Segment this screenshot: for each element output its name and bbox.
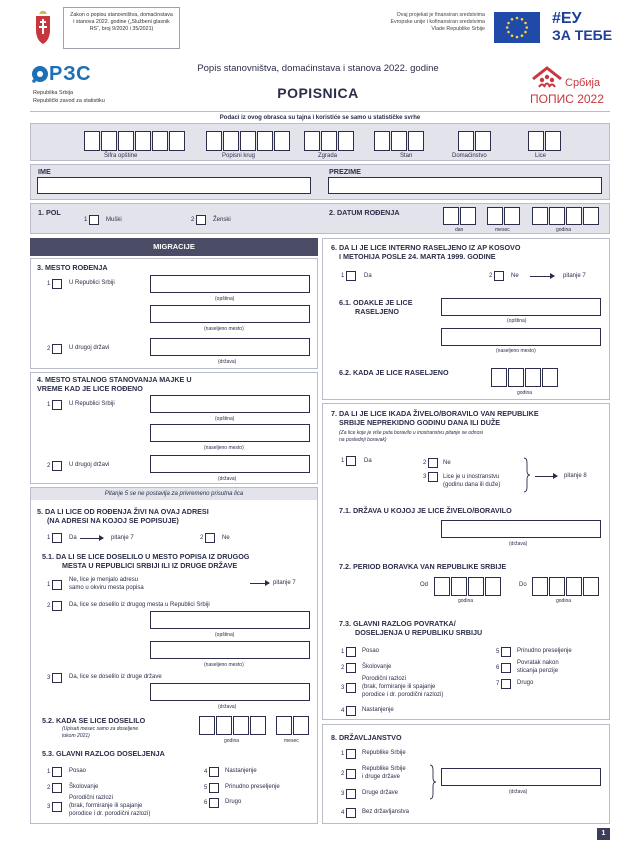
rzs-logo-text: РЗС	[49, 63, 92, 85]
q8-dual-label-l2: i druge države	[362, 774, 401, 780]
confidential-note: Podaci iz ovog obrasca su tajna i koristiće se samo u statističke svrhe	[219, 115, 421, 121]
q5-note-bar	[31, 488, 317, 500]
q7-note-l2: na poslednji boravak)	[339, 437, 387, 443]
q3-title: 3. MESTO ROĐENJA	[37, 263, 108, 272]
q73-o5-num: 5	[496, 649, 500, 655]
q8-drzava-input[interactable]	[441, 768, 601, 786]
code-box[interactable]	[240, 131, 256, 151]
q61-naselje-caption: (naseljeno mesto)	[496, 348, 536, 354]
q6-title-l1: 6. DA LI JE LICE INTERNO RASELJENO IZ AP KOSOVO	[331, 243, 521, 252]
code-box[interactable]	[152, 131, 168, 151]
q51-opt2-checkbox[interactable]	[52, 601, 62, 611]
q51-drzava-input[interactable]	[150, 683, 310, 701]
q3-opt2-label: U drugoj državi	[69, 345, 110, 351]
q51-opt3-num: 3	[47, 675, 51, 681]
q53-skolovanje-label: Školovanje	[69, 784, 99, 790]
q72-od-label: Od	[420, 582, 429, 588]
q51-opt1-checkbox[interactable]	[52, 580, 62, 590]
header-divider	[30, 111, 610, 112]
q61-opstina-caption: (opština)	[507, 318, 527, 324]
migracije-header	[30, 238, 318, 256]
q51-opt2-num: 2	[47, 603, 51, 609]
q62-title: 6.2. KADA JE LICE RASELJENO	[339, 368, 449, 377]
q3-opt1-checkbox[interactable]	[52, 279, 62, 289]
q72-to-year-box[interactable]	[583, 577, 599, 596]
q51-opstina-input[interactable]	[150, 611, 310, 629]
q51-opt2-label: Da, lice se doselilo iz drugog mesta u Republici Srbiji	[69, 602, 210, 608]
q53-o3-num: 3	[47, 804, 51, 810]
q5-goto-arrow	[80, 538, 103, 539]
code-box[interactable]	[391, 131, 407, 151]
q52-title: 5.2. KADA SE LICE DOSELILO	[42, 716, 146, 725]
page-number: 1	[601, 830, 606, 837]
q53-porodicni-label-l1: Porodični razlozi	[69, 795, 114, 801]
q73-posao-label: Posao	[362, 648, 380, 654]
code-box[interactable]	[169, 131, 185, 151]
q72-godina2-label: godina	[556, 598, 572, 604]
q7-abroad-label-l1: Lice je u inostranstvu	[443, 474, 500, 480]
prezime-input[interactable]	[328, 177, 602, 194]
q73-porodicni-label-l2: (brak, formiranje ili spajanje	[362, 684, 436, 690]
rzs-line2: Republički zavod za statistiku	[33, 98, 105, 104]
q4-opstina-caption: (opština)	[215, 416, 235, 422]
q51-opt1-num: 1	[47, 582, 51, 588]
q6-yes-checkbox[interactable]	[346, 271, 356, 281]
q7-title-l1: 7. DA LI JE LICE IKADA ŽIVELO/BORAVILO VAN REPUBLIKE	[331, 409, 539, 418]
code-box[interactable]	[545, 131, 561, 151]
q53-nastanjenje-label: Nastanjenje	[225, 768, 257, 774]
q8-stateless-checkbox[interactable]	[346, 808, 356, 818]
q73-penzija-label-l1: Povratak nakon	[517, 660, 559, 666]
stan-label: Stan	[400, 153, 413, 159]
domacinstvo-label: Domaćinstvo	[452, 153, 487, 159]
q8-o4-num: 4	[341, 810, 345, 816]
q4-opt1-num: 1	[47, 402, 51, 408]
q5-note: Pitanje 5 se ne postavlja za privremeno prisutna lica	[104, 491, 244, 497]
q8-foreign-checkbox[interactable]	[346, 789, 356, 799]
code-box[interactable]	[135, 131, 151, 151]
q53-posao-checkbox[interactable]	[52, 767, 62, 777]
q72-to-year-box[interactable]	[549, 577, 565, 596]
q73-porodicni-checkbox[interactable]	[346, 683, 356, 693]
code-box[interactable]	[374, 131, 390, 151]
q8-o3-num: 3	[341, 791, 345, 797]
q62-year-box[interactable]	[525, 368, 541, 387]
prezime-label: PREZIME	[329, 167, 361, 176]
q52-year-box[interactable]	[199, 716, 215, 735]
q52-note-l2: tokom 2021)	[62, 733, 90, 739]
q73-posao-checkbox[interactable]	[346, 647, 356, 657]
code-box[interactable]	[458, 131, 474, 151]
q51-naselje-caption: (naseljeno mesto)	[204, 662, 244, 668]
q53-prinudno-checkbox[interactable]	[209, 783, 219, 793]
code-box[interactable]	[408, 131, 424, 151]
q2-dan-label: dan	[455, 227, 464, 233]
q3-opt1-num: 1	[47, 281, 51, 287]
q8-o1-num: 1	[341, 751, 345, 757]
q71-title: 7.1. DRŽAVA U KOJOJ JE LICE ŽIVELO/BORAVILO	[339, 506, 512, 515]
q61-title-l2: RASELJENO	[355, 307, 399, 316]
q8-drzava-caption: (država)	[509, 789, 528, 795]
q51-opt1-label-l2: samo u okviru mesta popisa	[69, 585, 144, 591]
q53-drugo-label: Drugo	[225, 799, 242, 805]
q3-naselje-caption: (naseljeno mesto)	[204, 326, 244, 332]
q3-opt2-checkbox[interactable]	[52, 344, 62, 354]
q5-yes-checkbox[interactable]	[52, 533, 62, 543]
q52-godina-label: godina	[224, 738, 240, 744]
year-box[interactable]	[583, 207, 599, 225]
q61-naselje-input[interactable]	[441, 328, 601, 346]
q3-opt2-num: 2	[47, 346, 51, 352]
serbia-coat-of-arms	[33, 10, 53, 46]
code-box[interactable]	[223, 131, 239, 151]
q6-opt1-num: 1	[341, 273, 345, 279]
q8-srbija-checkbox[interactable]	[346, 749, 356, 759]
q6-goto-label: pitanje 7	[563, 273, 586, 279]
q8-o2-num: 2	[341, 771, 345, 777]
year-box[interactable]	[532, 207, 548, 225]
q3-drzava-caption: (država)	[218, 359, 237, 365]
q4-naselje-input[interactable]	[150, 424, 310, 442]
q4-title-l1: 4. MESTO STALNOG STANOVANJA MAJKE U	[37, 375, 192, 384]
q52-year-box[interactable]	[216, 716, 232, 735]
q61-title-l1: 6.1. ODAKLE JE LICE	[339, 298, 413, 307]
rzs-logo	[30, 63, 100, 87]
q8-srbija-label: Republike Srbije	[362, 750, 406, 756]
q6-goto-arrow	[530, 276, 554, 277]
q7-title-l2: SRBIJE NEPREKIDNO GODINU DANA ILI DUŽE	[339, 418, 501, 427]
q4-title-l2: VREME KAD JE LICE ROĐENO	[37, 384, 143, 393]
q62-year-box[interactable]	[491, 368, 507, 387]
popisni-krug-label: Popisni krug	[222, 153, 256, 159]
ime-input[interactable]	[37, 177, 311, 194]
q53-porodicni-label-l2: (brak, formiranje ili spajanje	[69, 803, 143, 809]
q72-from-year-box[interactable]	[451, 577, 467, 596]
q72-from-year-box[interactable]	[485, 577, 501, 596]
q53-nastanjenje-checkbox[interactable]	[209, 767, 219, 777]
q53-o1-num: 1	[47, 769, 51, 775]
q1-male-checkbox[interactable]	[89, 215, 99, 225]
q51-drzava-caption: (država)	[218, 704, 237, 710]
q6-no-label: Ne	[511, 273, 519, 279]
q52-year-box[interactable]	[250, 716, 266, 735]
q7-no-checkbox[interactable]	[428, 458, 438, 468]
q53-skolovanje-checkbox[interactable]	[52, 783, 62, 793]
code-box[interactable]	[528, 131, 544, 151]
q73-drugo-label: Drugo	[517, 680, 534, 686]
q8-stateless-label: Bez državljanstva	[362, 809, 410, 815]
q73-penzija-checkbox[interactable]	[501, 663, 511, 673]
code-box[interactable]	[475, 131, 491, 151]
q53-o5-num: 5	[204, 785, 208, 791]
q73-skolovanje-label: Školovanje	[362, 664, 392, 670]
q73-o3-num: 3	[341, 685, 345, 691]
q2-mesec-label: mesec	[495, 227, 510, 233]
q6-title-l2: I METOHIJA POSLE 24. MARTA 1999. GODINE	[339, 252, 496, 261]
q7-opt1-num: 1	[341, 458, 345, 464]
code-box[interactable]	[304, 131, 320, 151]
q4-naselje-caption: (naseljeno mesto)	[204, 445, 244, 451]
q7-yes-label: Da	[364, 458, 372, 464]
q3-opstina-caption: (opština)	[215, 296, 235, 302]
q7-goto-label: pitanje 8	[564, 473, 587, 479]
q53-drugo-checkbox[interactable]	[209, 798, 219, 808]
day-box[interactable]	[460, 207, 476, 225]
q8-title: 8. DRŽAVLJANSTVO	[331, 733, 402, 742]
q53-porodicni-checkbox[interactable]	[52, 802, 62, 812]
q73-drugo-checkbox[interactable]	[501, 679, 511, 689]
law-reference-text: Zakon o popisu stanovništva, domaćinstava i stanova 2022. godine („Službeni glasnik RS“, broj 9/2020 i 35/2021)	[70, 12, 173, 32]
month-box[interactable]	[504, 207, 520, 225]
q51-title-l1: 5.1. DA LI SE LICE DOSELILO U MESTO POPISA IZ DRUGOG	[42, 552, 250, 561]
popis-logo-line1: Србија	[565, 77, 601, 89]
q53-title: 5.3. GLAVNI RAZLOG DOSELJENJA	[42, 749, 165, 758]
q62-year-box[interactable]	[542, 368, 558, 387]
q53-prinudno-label: Prinudno preseljenje	[225, 784, 280, 790]
q2-title: 2. DATUM ROĐENJA	[329, 208, 400, 217]
q72-do-label: Do	[519, 582, 527, 588]
q73-porodicni-label-l3: porodice i dr. porodični razlozi)	[362, 692, 444, 698]
q3-opstina-input[interactable]	[150, 275, 310, 293]
q52-year-box[interactable]	[233, 716, 249, 735]
q73-o4-num: 4	[341, 708, 345, 714]
q3-drzava-input[interactable]	[150, 338, 310, 356]
q72-godina1-label: godina	[458, 598, 474, 604]
q6-opt2-num: 2	[489, 273, 493, 279]
q5-yes-label: Da	[69, 535, 77, 541]
eu-funding-text: Ovaj projekat je finansiran sredstvima Evropske unije i kofinansiran sredstvima Vlade Republike Srbije	[390, 12, 485, 32]
q1-opt1-num: 1	[84, 217, 88, 223]
month-box[interactable]	[487, 207, 503, 225]
q7-opt2-num: 2	[423, 460, 427, 466]
q73-o2-num: 2	[341, 665, 345, 671]
q8-dual-label-l1: Republike Srbije	[362, 766, 406, 772]
q73-o7-num: 7	[496, 681, 500, 687]
q5-title-l1: 5. DA LI LICE OD ROĐENJA ŽIVI NA OVAJ ADRESI	[37, 507, 209, 516]
q73-penzija-label-l2: sticanja penzije	[517, 668, 559, 674]
q7-yes-checkbox[interactable]	[346, 456, 356, 466]
q4-opt1-checkbox[interactable]	[52, 400, 62, 410]
q7-note-l1: (Za lice koje je više puta boravilo u inostranstvu pitanje se odnosi	[339, 430, 483, 436]
code-box[interactable]	[274, 131, 290, 151]
eu-slogan-line2: ЗА ТЕБЕ	[552, 27, 613, 43]
q73-porodicni-label-l1: Porodični razlozi	[362, 676, 407, 682]
q7-abroad-label-l2: (godinu dana ili duže)	[443, 482, 501, 488]
q4-opt2-num: 2	[47, 463, 51, 469]
q1-title: 1. POL	[38, 208, 61, 217]
q73-prinudno-label: Prinudno preseljenje	[517, 648, 572, 654]
q72-title: 7.2. PERIOD BORAVKA VAN REPUBLIKE SRBIJE	[339, 562, 507, 571]
q72-to-year-box[interactable]	[566, 577, 582, 596]
q73-o6-num: 6	[496, 665, 500, 671]
q4-opstina-input[interactable]	[150, 395, 310, 413]
q52-note-l1: (Upisati mesec samo za doseljene	[62, 726, 139, 732]
code-box[interactable]	[84, 131, 100, 151]
code-box[interactable]	[206, 131, 222, 151]
ime-label: IME	[38, 167, 51, 176]
q2-godina-label: godina	[556, 227, 572, 233]
q51-naselje-input[interactable]	[150, 641, 310, 659]
q71-drzava-input[interactable]	[441, 520, 601, 538]
q1-female-label: Ženski	[213, 217, 231, 223]
q53-o6-num: 6	[204, 800, 208, 806]
q72-to-year-box[interactable]	[532, 577, 548, 596]
q4-drzava-caption: (država)	[218, 476, 237, 482]
code-box[interactable]	[118, 131, 134, 151]
q73-prinudno-checkbox[interactable]	[501, 647, 511, 657]
q5-no-label: Ne	[222, 535, 230, 541]
q51-goto-label: pitanje 7	[273, 580, 296, 586]
eu-flag	[494, 12, 540, 43]
q5-goto-label: pitanje 7	[111, 535, 134, 541]
q62-year-box[interactable]	[508, 368, 524, 387]
q51-opt3-label: Da, lice se doselilo iz druge države	[69, 674, 162, 680]
q51-opstina-caption: (opština)	[215, 632, 235, 638]
q3-opt1-label: U Republici Srbiji	[69, 280, 115, 286]
census-title: Popis stanovništva, domaćinstava i stanova 2022. godine	[197, 63, 439, 74]
q51-opt1-label-l1: Ne, lice je menjalo adresu	[69, 577, 139, 583]
popis-logo-icon	[531, 65, 563, 91]
lice-label: Lice	[535, 153, 547, 159]
q1-opt2-num: 2	[191, 217, 195, 223]
q8-foreign-label: Druge države	[362, 790, 399, 796]
q72-from-year-box[interactable]	[468, 577, 484, 596]
popis-logo-line2: ПОПИС 2022	[530, 92, 604, 106]
code-box[interactable]	[338, 131, 354, 151]
q52-month-box[interactable]	[276, 716, 292, 735]
q1-male-label: Muški	[106, 217, 122, 223]
q53-porodicni-label-l3: porodice i dr. porodični razlozi)	[69, 811, 151, 817]
day-box[interactable]	[443, 207, 459, 225]
q7-brace	[523, 457, 531, 493]
migracije-title: MIGRACIJE	[153, 242, 195, 251]
rzs-line1: Republika Srbija	[33, 90, 74, 96]
q52-month-box[interactable]	[293, 716, 309, 735]
q61-opstina-input[interactable]	[441, 298, 601, 316]
q52-mesec-label: mesec	[284, 738, 299, 744]
law-reference-box	[63, 7, 180, 49]
page-number-badge	[597, 828, 610, 840]
q4-drzava-input[interactable]	[150, 455, 310, 473]
q4-opt2-checkbox[interactable]	[52, 461, 62, 471]
form-title: POPISNICA	[277, 85, 359, 101]
q72-from-year-box[interactable]	[434, 577, 450, 596]
q73-title-l1: 7.3. GLAVNI RAZLOG POVRATKA/	[339, 619, 456, 628]
q53-o2-num: 2	[47, 785, 51, 791]
year-box[interactable]	[566, 207, 582, 225]
q5-title-l2: (NA ADRESI NA KOJOJ SE POPISUJE)	[47, 516, 179, 525]
q51-title-l2: MESTA U REPUBLICI SRBIJI ILI IZ DRUGE DRŽAVE	[62, 561, 238, 570]
q7-abroad-checkbox[interactable]	[428, 472, 438, 482]
q6-yes-label: Da	[364, 273, 372, 279]
q5-opt1-num: 1	[47, 535, 51, 541]
q5-no-checkbox[interactable]	[205, 533, 215, 543]
q71-drzava-caption: (država)	[509, 541, 528, 547]
q73-nastanjenje-label: Nastanjenje	[362, 707, 394, 713]
code-box[interactable]	[101, 131, 117, 151]
q73-title-l2: DOSELJENJA U REPUBLIKU SRBIJU	[355, 628, 483, 637]
zgrada-label: Zgrada	[318, 153, 338, 159]
q53-o4-num: 4	[204, 769, 208, 775]
q7-opt3-num: 3	[423, 474, 427, 480]
q5-opt2-num: 2	[200, 535, 204, 541]
q4-opt2-label: U drugoj državi	[69, 462, 110, 468]
q73-nastanjenje-checkbox[interactable]	[346, 706, 356, 716]
eu-slogan-line1: #ЕУ	[552, 10, 582, 27]
q8-dual-checkbox[interactable]	[346, 769, 356, 779]
q6-no-checkbox[interactable]	[494, 271, 504, 281]
q3-naselje-input[interactable]	[150, 305, 310, 323]
q73-skolovanje-checkbox[interactable]	[346, 663, 356, 673]
year-box[interactable]	[549, 207, 565, 225]
q7-no-label: Ne	[443, 460, 451, 466]
sifra-opstine-label: Šifra opštine	[104, 153, 138, 159]
q7-goto-arrow	[535, 476, 557, 477]
q51-opt3-checkbox[interactable]	[52, 673, 62, 683]
q62-godina-label: godina	[517, 390, 533, 396]
q1-female-checkbox[interactable]	[196, 215, 206, 225]
code-box[interactable]	[257, 131, 273, 151]
q51-goto-arrow	[250, 583, 269, 584]
q8-brace	[429, 764, 437, 800]
q4-opt1-label: U Republici Srbiji	[69, 401, 115, 407]
q53-posao-label: Posao	[69, 768, 87, 774]
q73-o1-num: 1	[341, 649, 345, 655]
code-box[interactable]	[321, 131, 337, 151]
